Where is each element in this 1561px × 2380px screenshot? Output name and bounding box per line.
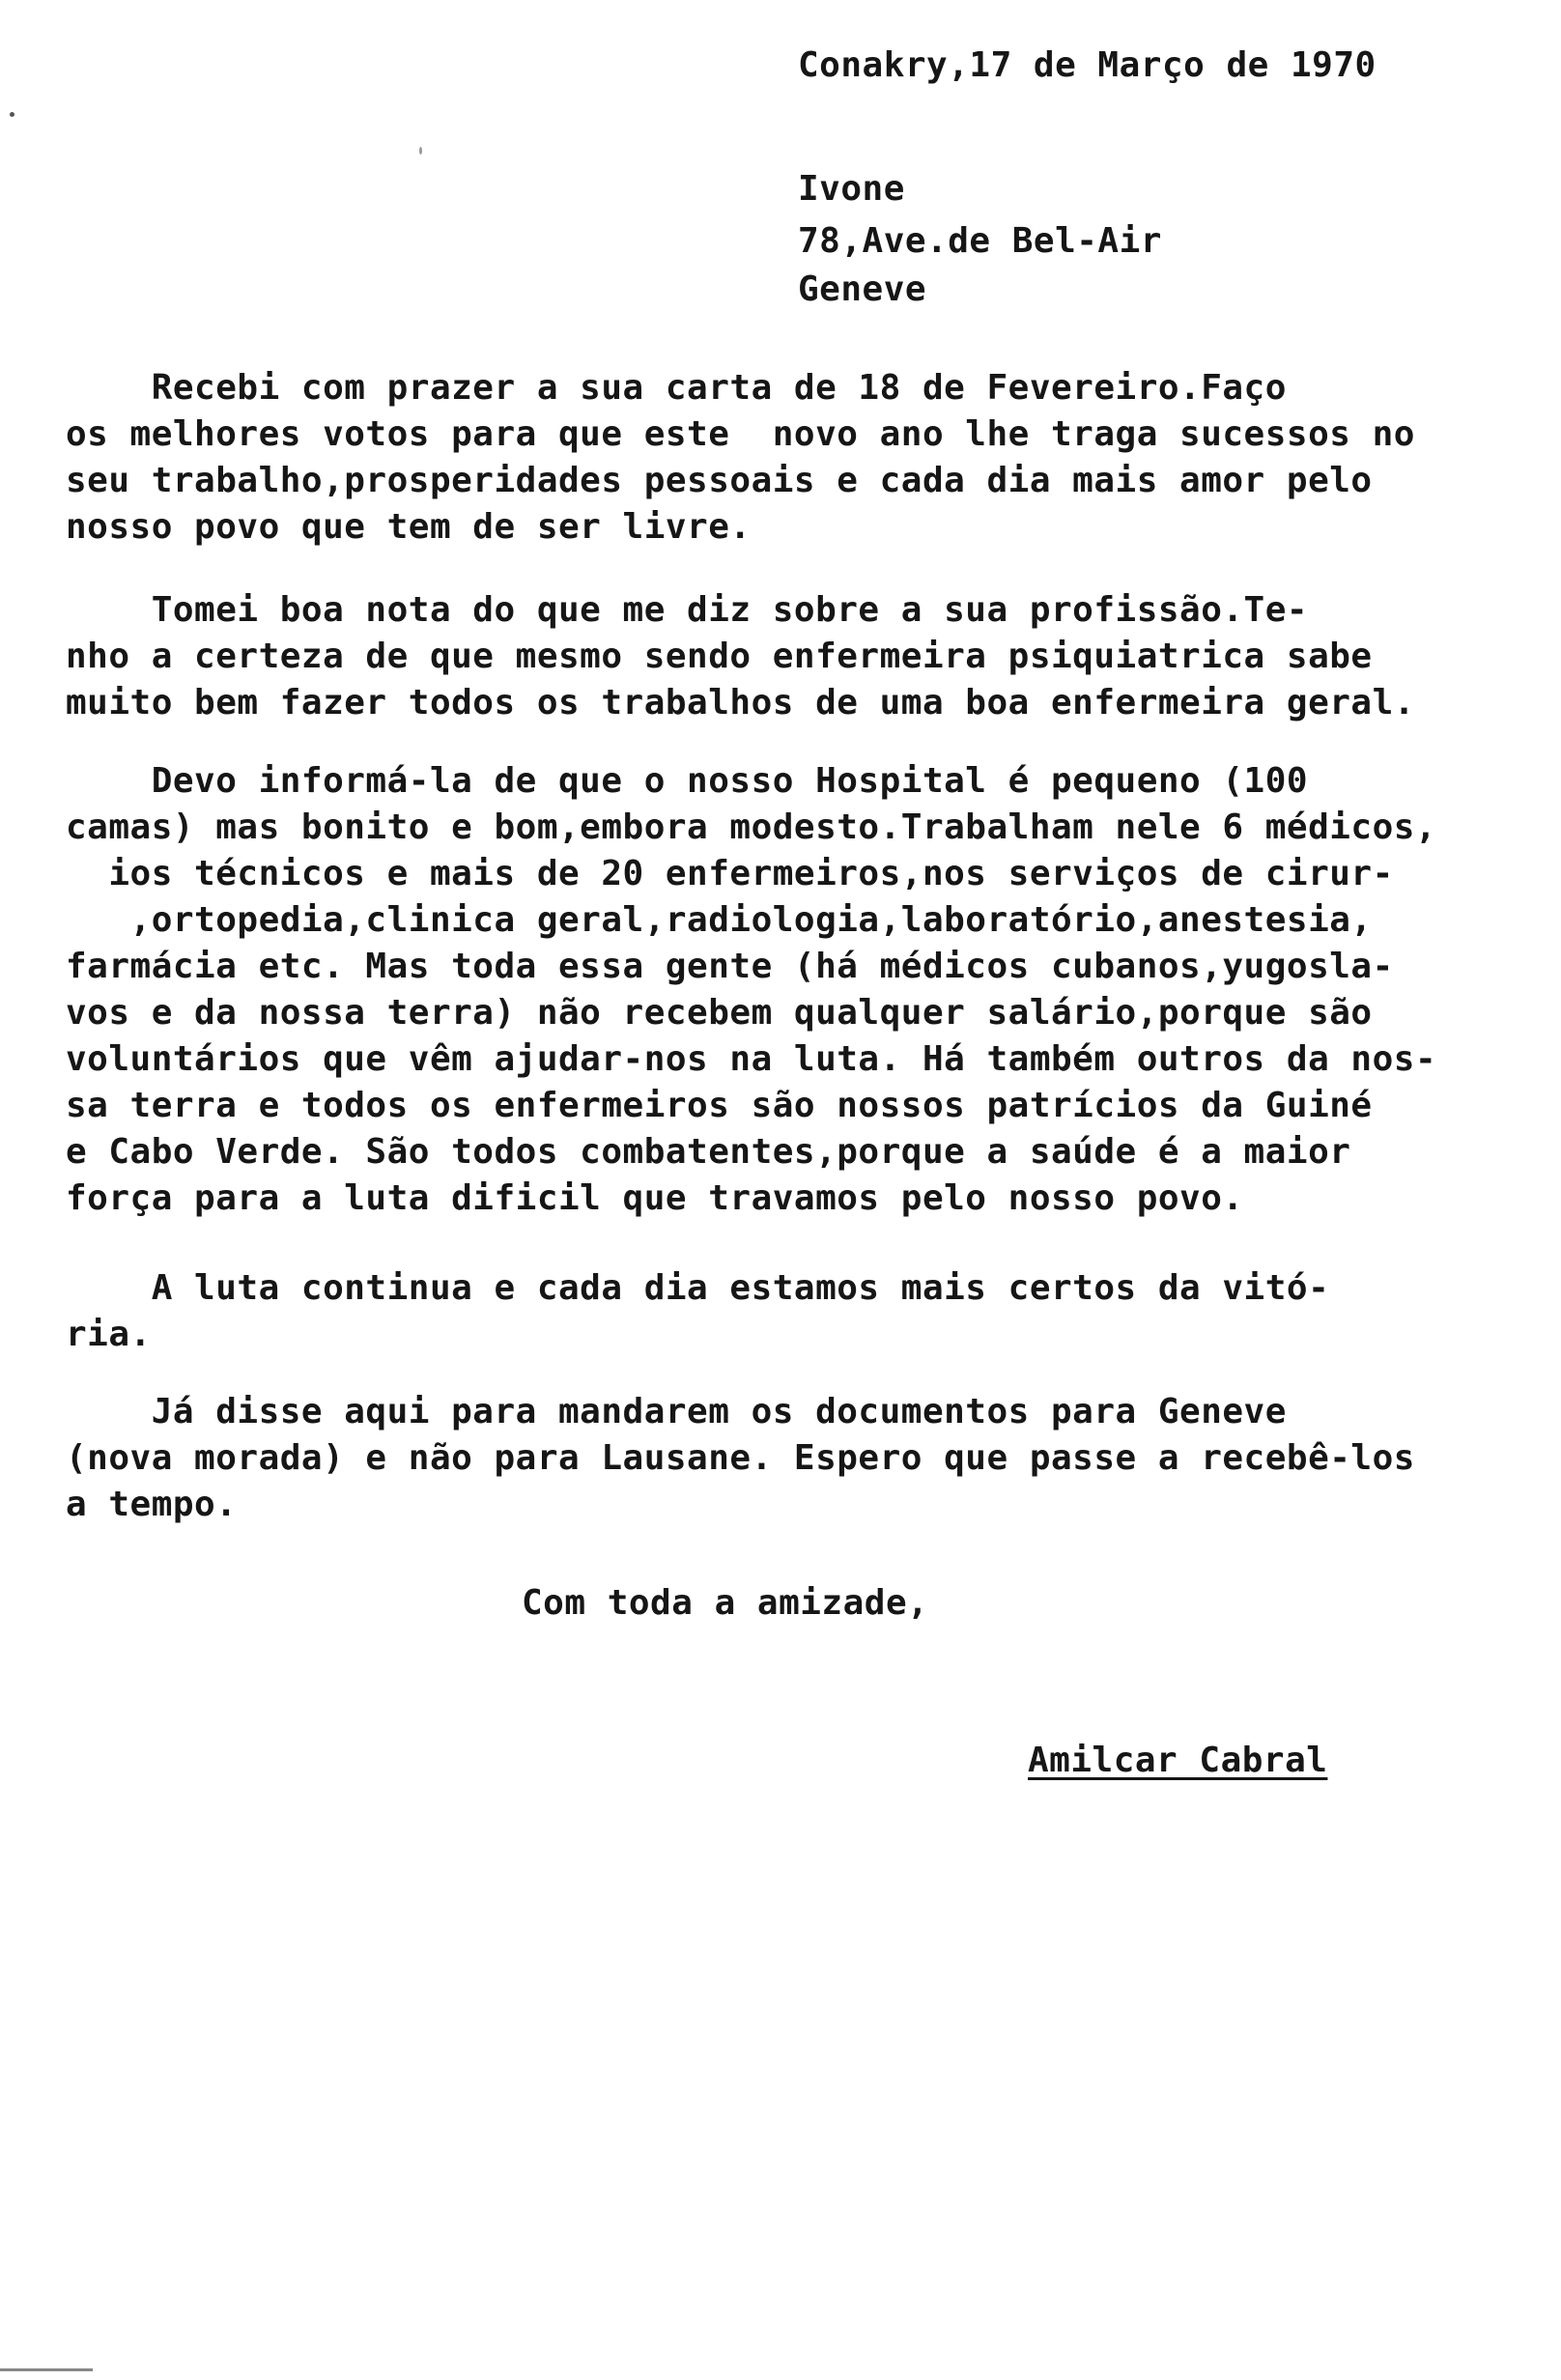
paragraph-2 <box>66 587 1515 726</box>
paragraph-line: ,ortopedia,clinica geral,radiologia,laboratório,anestesia, <box>66 900 1373 940</box>
paragraph-line: a tempo. <box>66 1485 238 1524</box>
paragraph-4 <box>66 1265 1515 1358</box>
paragraph-line: vos e da nossa terra) não recebem qualquer salário,porque são <box>66 993 1373 1033</box>
paragraph-line: força para a luta dificil que travamos pelo nosso povo. <box>66 1178 1244 1218</box>
paragraph-line: A luta continua e cada dia estamos mais certos da vitó- <box>66 1268 1330 1308</box>
closing: Com toda a amizade, <box>522 1583 929 1623</box>
paragraph-line: muito bem fazer todos os trabalhos de uma boa enfermeira geral. <box>66 683 1415 722</box>
paragraph-line: camas) mas bonito e bom,embora modesto.Trabalham nele 6 médicos, <box>66 808 1437 847</box>
recipient-street: 78,Ave.de Bel-Air <box>798 221 1162 261</box>
recipient-name: Ivone <box>798 169 905 209</box>
paragraph-line: voluntários que vêm ajudar-nos na luta. Há também outros da nos- <box>66 1039 1437 1079</box>
paragraph-line: Tomei boa nota do que me diz sobre a sua profissão.Te- <box>66 590 1309 630</box>
paragraph-line: (nova morada) e não para Lausane. Espero que passe a recebê-los <box>66 1438 1415 1478</box>
paragraph-line: os melhores votos para que este novo ano lhe traga sucessos no <box>66 414 1415 454</box>
paragraph-5 <box>66 1389 1515 1528</box>
paragraph-line: farmácia etc. Mas toda essa gente (há médicos cubanos,yugosla- <box>66 947 1394 986</box>
ink-speck <box>10 112 14 117</box>
recipient-city: Geneve <box>798 269 927 309</box>
paragraph-line: Devo informá-la de que o nosso Hospital é pequeno (100 <box>66 761 1309 801</box>
paragraph-line: ios técnicos e mais de 20 enfermeiros,nos serviços de cirur- <box>66 854 1394 893</box>
ink-speck <box>419 147 422 155</box>
paragraph-line: sa terra e todos os enfermeiros são nossos patrícios da Guiné <box>66 1086 1373 1125</box>
paragraph-line: nosso povo que tem de ser livre. <box>66 507 752 547</box>
paragraph-line: seu trabalho,prosperidades pessoais e cada dia mais amor pelo <box>66 461 1373 500</box>
paragraph-3 <box>66 758 1515 1222</box>
paragraph-line: nho a certeza de que mesmo sendo enfermeira psiquiatrica sabe <box>66 637 1373 676</box>
paragraph-line: Já disse aqui para mandarem os documentos para Geneve <box>66 1392 1287 1431</box>
paragraph-1 <box>66 365 1515 551</box>
paragraph-line: Recebi com prazer a sua carta de 18 de Fevereiro.Faço <box>66 368 1287 408</box>
scan-edge-mark <box>0 2368 93 2371</box>
paragraph-line: e Cabo Verde. São todos combatentes,porque a saúde é a maior <box>66 1132 1351 1172</box>
signature: Amilcar Cabral <box>1028 1741 1328 1780</box>
dateline: Conakry,17 de Março de 1970 <box>798 45 1377 85</box>
paragraph-line: ria. <box>66 1315 152 1354</box>
